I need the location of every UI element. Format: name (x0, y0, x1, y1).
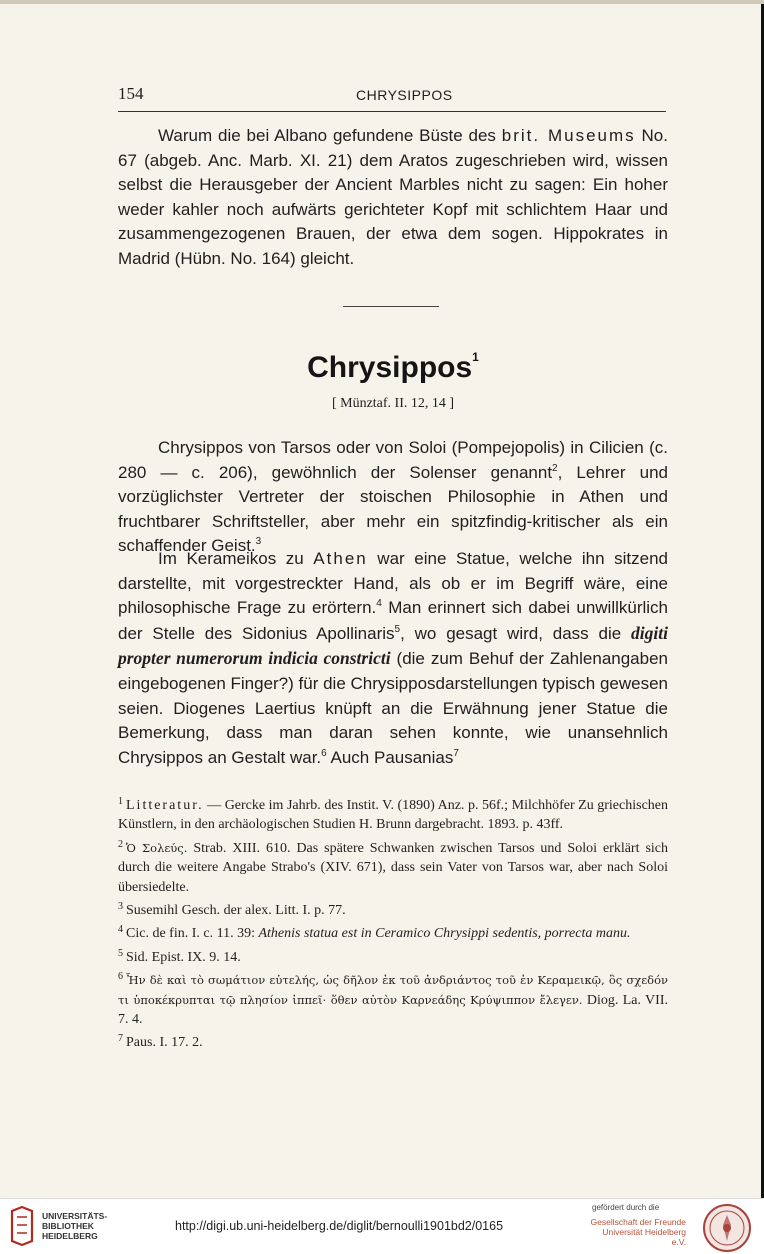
running-head (118, 84, 668, 108)
institution-line: HEIDELBERG (42, 1231, 98, 1241)
spaced-emphasis: Athen (313, 549, 368, 568)
spaced-emphasis: brit. Museums (501, 126, 636, 145)
text-run: Im Kerameikos zu (158, 549, 314, 568)
seal-icon (702, 1203, 752, 1253)
footnote (118, 967, 668, 1029)
sponsor-line: Gesellschaft der Freunde (590, 1217, 686, 1227)
footnote-marker: 4 (376, 598, 382, 610)
paragraph-2 (118, 547, 668, 770)
footnote-number: 3 (118, 901, 123, 913)
footnote-text: Strab. XIII. 610. Das spätere Schwanken zwischen Tarsos und Soloi erklärt sich durch die weitere Angabe Strabo's (XIV. 671), dass sein Vater von Tarsos war, aber nach Soloi übersiedelte. (118, 840, 668, 895)
intro-paragraph (118, 124, 668, 272)
footnote-marker: 2 (552, 462, 558, 474)
plate-reference: [ Münztaf. II. 12, 14 ] (331, 396, 455, 411)
sponsor-note: gefördert durch die (592, 1203, 660, 1212)
footnote-number: 5 (118, 947, 123, 959)
section-title-text: Chrysippos (307, 351, 473, 384)
footnote-text: Susemihl Gesch. der alex. Litt. I. p. 77. (126, 903, 346, 919)
text-run: Auch Pausanias (326, 747, 454, 767)
footnote-number: 1 (118, 796, 123, 807)
sponsor-name (590, 1217, 686, 1247)
footnote-marker: 3 (255, 536, 262, 548)
greek-quotation: Ὁ Σολεύς. (126, 840, 188, 855)
text-run: , Lehrer und vorzüglichster Vertreter der stoischen Philosophie in Athen und fruchtbarer Schriftsteller, aber mehr ein spitzfindig-kritischer als ein schaffender Geist. (118, 462, 668, 556)
institution-name (42, 1211, 107, 1241)
running-title: CHRYSIPPOS (356, 87, 453, 103)
footnote-marker: 5 (394, 623, 401, 635)
footnote-text: Diog. La. VII. 7. 4. (118, 992, 668, 1028)
permalink-url[interactable]: http://digi.ub.uni-heidelberg.de/diglit/bernoulli1901bd2/0165 (175, 1219, 504, 1233)
footnote (118, 835, 668, 897)
text-run: war eine Statue, welche ihn sitzend darstellte, mit vorgestreckter Hand, als ob er im Begriff wäre, eine philosophische Frage zu erörtern. (118, 549, 668, 618)
footnote-text: — Gercke im Jahrb. des Instit. V. (1890) Anz. p. 56f.; Milchhöfer Zu griechischen Künstlern, in den archäologischen Studien H. Brunn dargebracht. 1893. p. 43ff. (118, 798, 668, 833)
footnote (118, 897, 668, 920)
footnote (118, 1029, 668, 1052)
footnote-text: Paus. I. 17. 2. (126, 1035, 203, 1051)
section-title (118, 350, 668, 385)
footnote-text: Cic. de fin. I. c. 11. 39: (126, 926, 259, 942)
text-run: Man erinnert sich dabei unwillkürlich der Stelle des Sidonius Apollinaris (118, 598, 669, 643)
footnote-marker: 1 (472, 350, 479, 364)
digitization-footer (0, 1198, 764, 1254)
paragraph-1 (118, 436, 668, 559)
page-number: 154 (118, 84, 144, 103)
footnote (118, 792, 668, 835)
text-run: No. 67 (abgeb. Anc. Marb. XI. 21) dem Aratos zugeschrieben wird, wissen selbst die Herausgeber der Ancient Marbles nicht zu sagen: Ein hoher weder kahler noch aufwärts gerichteter Kopf mit schlichtem Haar und zusammengezogenen Brauen, der etwa dem sogen. Hippokrates in Madrid (Hübn. No. 164) gleicht. (118, 126, 668, 268)
footnote (118, 944, 668, 967)
institution-line: UNIVERSITÄTS- (42, 1211, 108, 1221)
text-run: Chrysippos von Tarsos oder von Soloi (Pompejopolis) in Cilicien (c. 280 — c. 206), gewöhnlich der Solenser genannt (118, 438, 668, 482)
latin-quotation: Athenis statua est in Ceramico Chrysippi sedentis, porrecta manu. (258, 926, 631, 942)
footnote-number: 2 (118, 838, 123, 850)
institution-line: BIBLIOTHEK (42, 1221, 94, 1231)
text-run: (die zum Behuf der Zahlenangaben eingebogenen Finger?) für die Chrysipposdarstellungen typisch gewesen seien. Diogenes Laertius knüpft an die Erwähnung jener Statue die Bemerkung, dass man daran sehen konnte, wie unansehnlich Chrysippos an Gestalt war. (118, 649, 669, 767)
footnote-marker: 6 (321, 747, 327, 759)
sponsor-line: Universität Heidelberg e.V. (602, 1227, 686, 1247)
text-run: Warum die bei Albano gefundene Büste des (158, 126, 502, 145)
footnote-number: 4 (118, 924, 123, 936)
footnote-number: 7 (118, 1033, 123, 1045)
university-library-logo-icon (8, 1205, 36, 1247)
footnote-number: 6 (118, 971, 123, 983)
page-edge (0, 0, 764, 4)
footnote (118, 920, 668, 943)
text-run: , wo gesagt wird, dass die (400, 623, 632, 643)
footnote-label: Litteratur. (126, 798, 204, 813)
footnote-marker: 7 (453, 747, 459, 759)
latin-quotation: digiti propter numerorum indicia constricti (118, 622, 668, 669)
head-rule (118, 111, 666, 112)
greek-quotation: Ἦν δὲ καὶ τὸ σωμάτιον εὐτελής, ὡς δῆλον ἐκ τοῦ ἀνδριάντος τοῦ ἐν Κεραμεικῷ, ὃς σχεδόν τι ὑποκέκρυπται τῷ πλησίον ἱππεῖ· ὅθεν αὐτὸν Καρνεάδης Κρύψιππον ἔλεγεν. (118, 973, 668, 1007)
footnotes (118, 792, 668, 1053)
footnote-text: Sid. Epist. IX. 9. 14. (126, 949, 241, 965)
section-separator (343, 306, 439, 307)
